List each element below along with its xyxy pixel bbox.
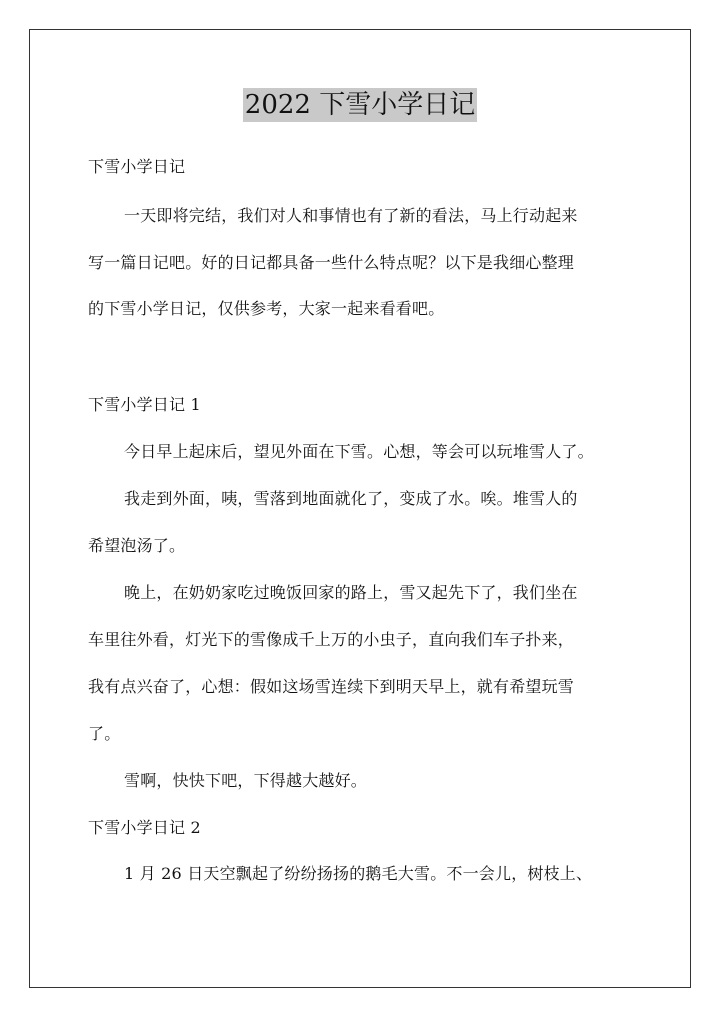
section-2-heading: 下雪小学日记 2 (88, 818, 201, 837)
section-1-line-7: 了。 (88, 724, 121, 743)
intro-paragraph-line-2: 写一篇日记吧。好的日记都具备一些什么特点呢？以下是我细心整理 (88, 253, 575, 272)
intro-paragraph-line-1: 一天即将完结，我们对人和事情也有了新的看法，马上行动起来 (124, 206, 578, 225)
section-1-line-6: 我有点兴奋了，心想：假如这场雪连续下到明天早上，就有希望玩雪 (88, 677, 575, 696)
intro-paragraph-line-3: 的下雪小学日记，仅供参考，大家一起来看看吧。 (88, 299, 445, 318)
title-container (0, 88, 720, 122)
section-1-line-8: 雪啊，快快下吧，下得越大越好。 (124, 771, 368, 790)
section-1-heading: 下雪小学日记 1 (88, 395, 201, 414)
section-2-line-1: 1 月 26 日天空飘起了纷纷扬扬的鹅毛大雪。不一会儿，树枝上、 (124, 864, 593, 883)
section-1-line-1: 今日早上起床后，望见外面在下雪。心想，等会可以玩堆雪人了。 (124, 442, 594, 461)
document-title: 2022 下雪小学日记 (244, 90, 476, 120)
section-1-line-3: 希望泡汤了。 (88, 536, 186, 555)
section-1-line-2: 我走到外面，咦，雪落到地面就化了，变成了水。唉。堆雪人的 (124, 489, 578, 508)
section-1-line-4: 晚上，在奶奶家吃过晚饭回家的路上，雪又起先下了，我们坐在 (124, 583, 578, 602)
intro-heading: 下雪小学日记 (88, 157, 186, 176)
section-1-line-5: 车里往外看，灯光下的雪像成千上万的小虫子，直向我们车子扑来， (88, 630, 575, 649)
